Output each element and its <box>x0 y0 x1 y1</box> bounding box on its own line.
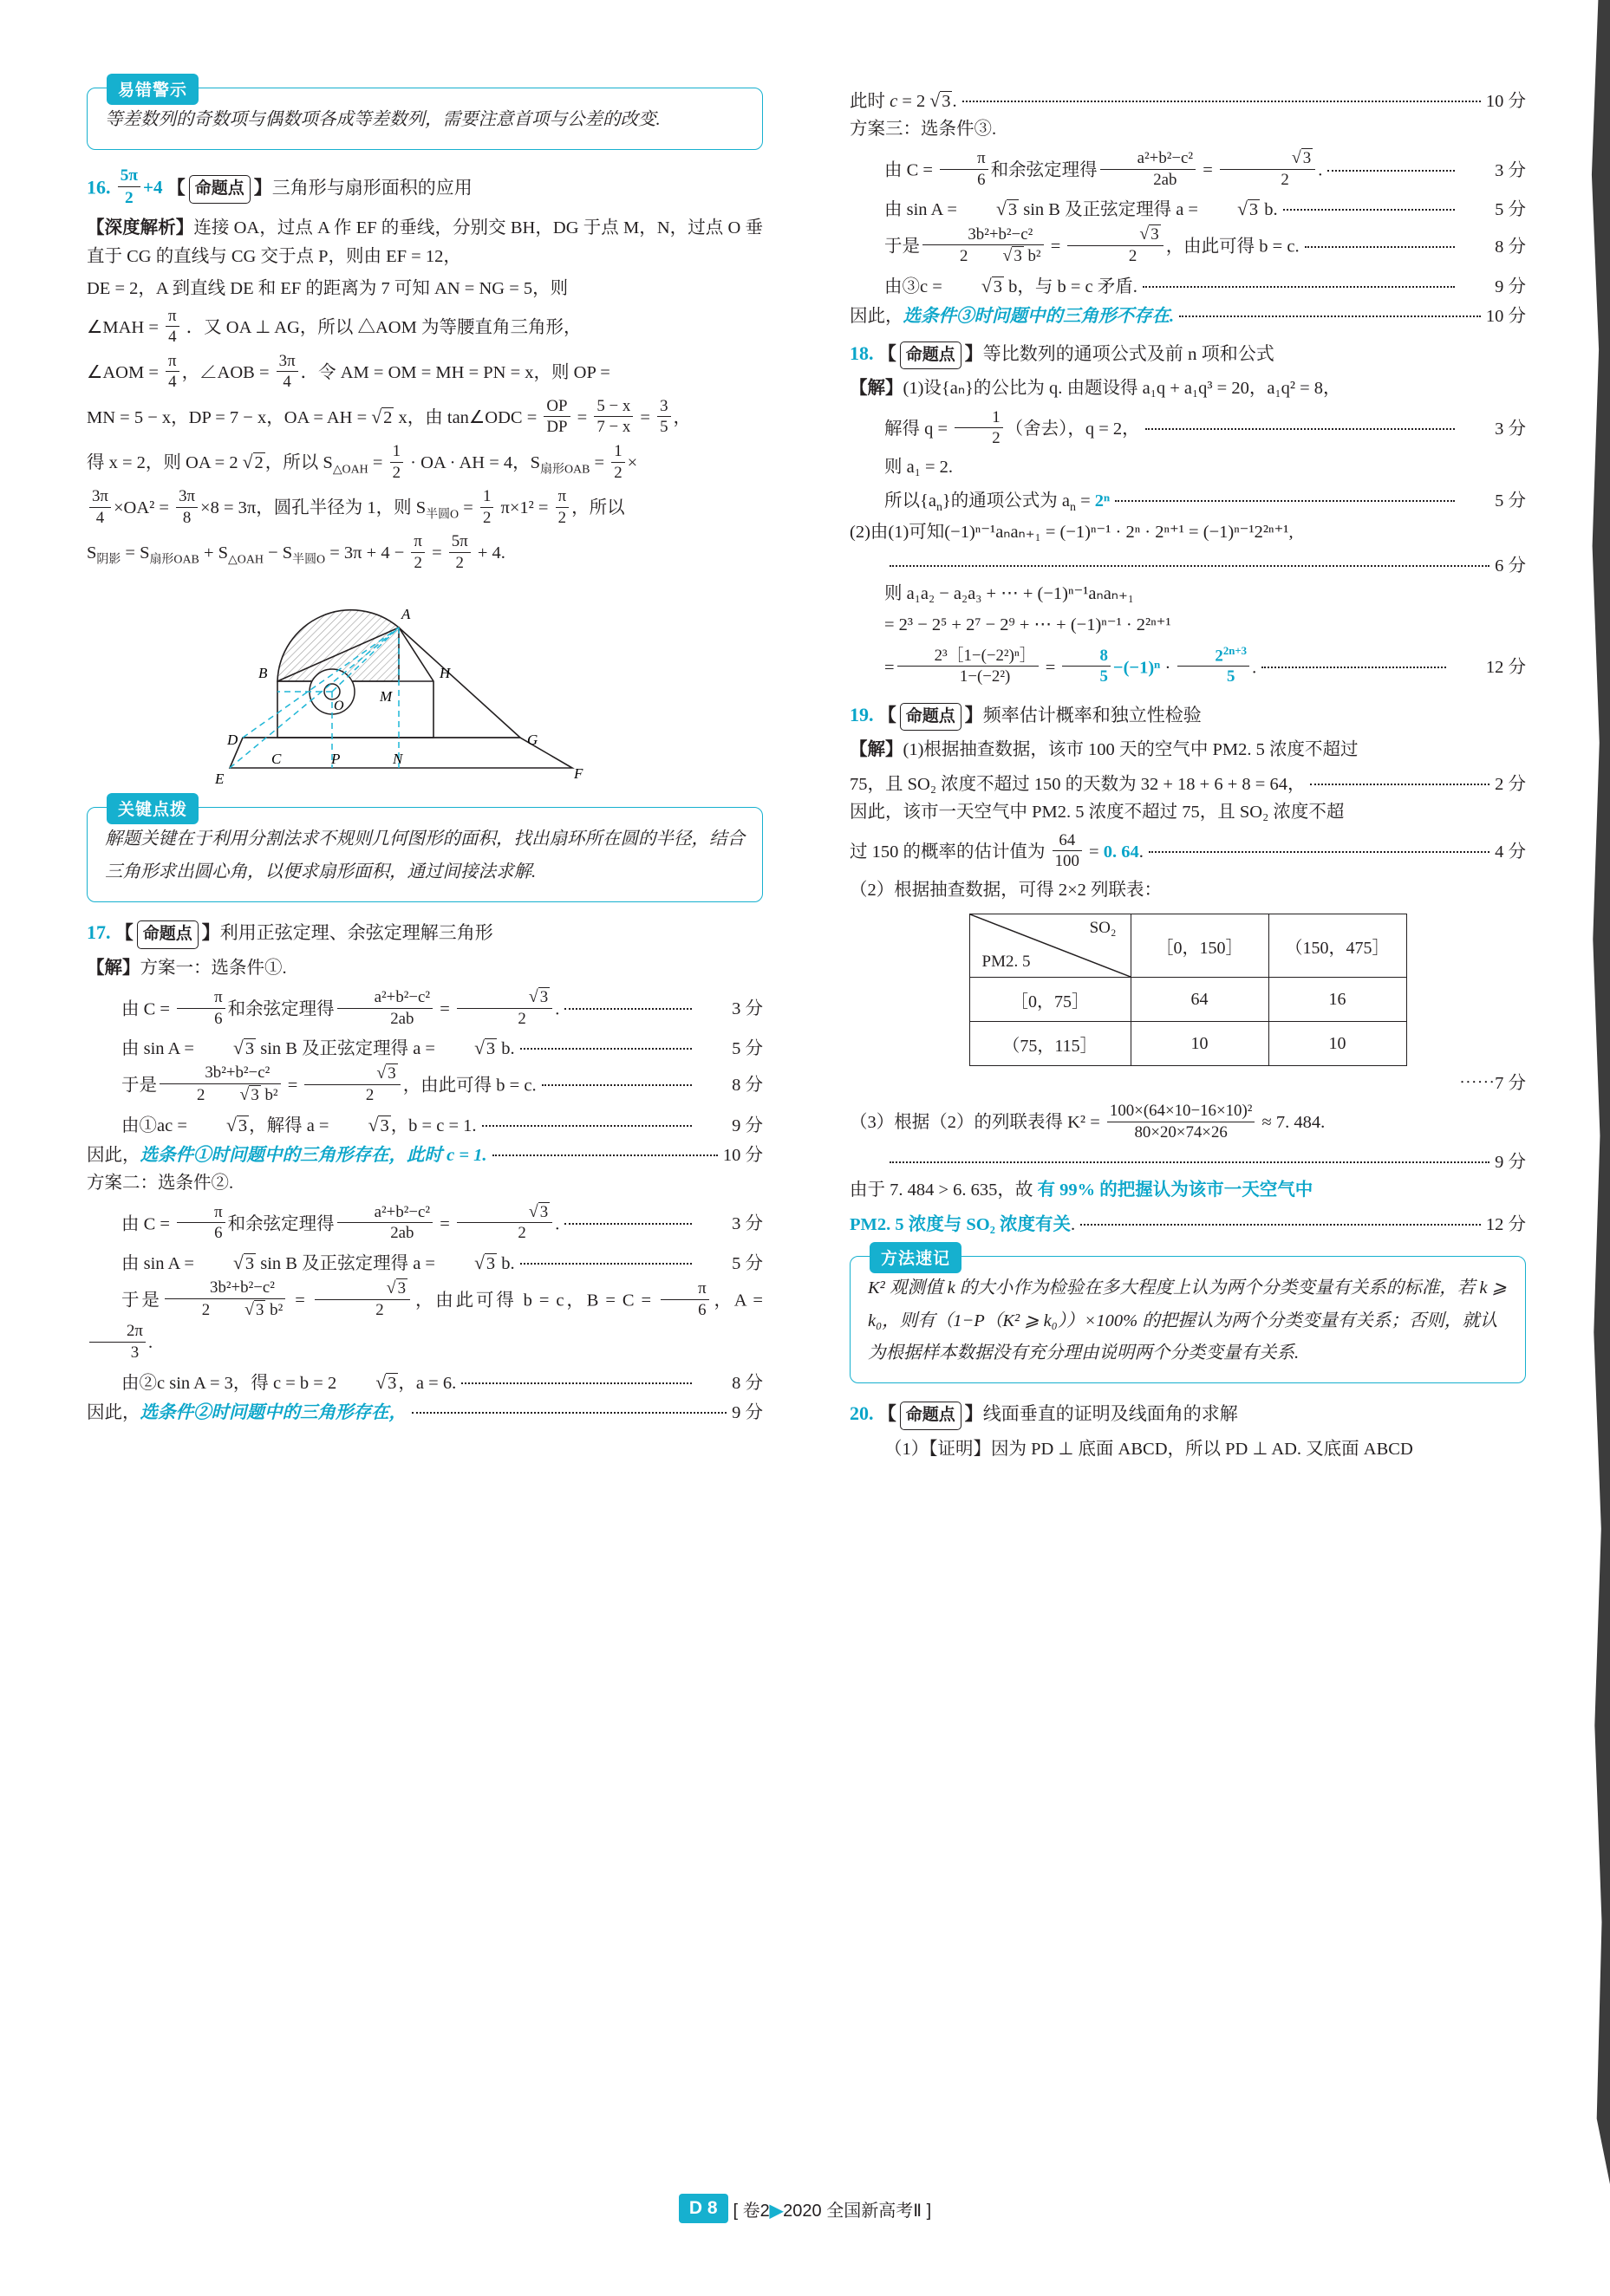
geometry-figure <box>87 586 763 798</box>
footer-page-number: D 8 <box>679 2194 728 2223</box>
q17-step-3: 于是 $\frac{\text{3b²+b²−c²}}{\text{2 √ 3 b²}}$ = $\frac{√ 3}{2}$ ，由此可得 b = c. 8 分 <box>121 1063 763 1104</box>
q16-line-get: 得 x = 2，则 OA = 2 √2，所以 $S_{\triangle OAH}$ = $\frac{1}{2}$ · OA · AH = 4，$S_{扇形OAB}$ = $\frac{1}{2}$ × <box>87 442 638 482</box>
q16-line-shadow: $S_{阴影} = S_{扇形OAB} + S_{\triangle OAH} - S_{半圆O} = 3\pi + 4$ − $\frac{\pi}{2}$ = $\frac{5\pi}{2}$ + 4. <box>87 532 505 572</box>
q17-plan3-step-5: 因此，选条件③时问题中的三角形不存在. 10 分 <box>850 306 1526 326</box>
q17-plan3: 方案三：选条件③. <box>850 120 997 139</box>
table-corner-row-label: PM2. 5 <box>981 953 1031 972</box>
table-row <box>969 978 1406 1022</box>
question-19-number: 19. <box>850 703 874 725</box>
q18-solve-tag: 【解】 <box>850 379 903 399</box>
q19-step-4: 过 150 的概率的估计值为 $\frac{64}{100}$ = 0. 64. 4 分 <box>850 830 1526 871</box>
q18-step-8: = 2³ − 2⁵ + 2⁷ − 2⁹ + ⋯ + (−1)ⁿ⁻¹ · 2²ⁿ⁺¹ <box>884 615 1171 635</box>
question-16-number: 16. <box>87 176 111 198</box>
q20-step-1: （1）【证明】因为 PD ⊥ 底面 ABCD，所以 PD ⊥ AD. 又底面 ABCD <box>884 1439 1413 1459</box>
callout-warning-tag: 易错警示 <box>107 74 199 105</box>
q17-step-2: 由 sin A = √3 sin B 及正弦定理得 a = √3 b. 5 分 <box>121 1037 763 1059</box>
q16-body1: 连接 OA，过点 A 作 EF 的垂线，分别交 BH，DG 于点 M，N，过点 O 垂直于 CG 的直线与 CG 交于点 P，则由 EF = 12， <box>87 218 763 267</box>
svg-text:H: H <box>440 665 451 682</box>
svg-text:D: D <box>227 732 238 749</box>
table-row <box>969 1022 1406 1066</box>
table-header-row <box>969 914 1406 978</box>
question-19-point-tag: 命题点 <box>900 703 961 732</box>
callout-method <box>850 1249 1526 1384</box>
question-20-title: 线面垂直的证明及线面角的求解 <box>982 1403 1238 1425</box>
torn-edge-decoration <box>1581 0 1610 2184</box>
question-17-heading: 17. 【 命题点 】利用正弦定理、余弦定理解三角形 <box>87 918 763 949</box>
svg-text:N: N <box>393 751 403 768</box>
q17-plan2-step-2: 由 sin A = √3 sin B 及正弦定理得 a = √3 b. 5 分 <box>121 1252 763 1273</box>
table-cell-r1c2: 16 <box>1268 978 1406 1022</box>
svg-text:P: P <box>331 751 341 768</box>
table-header-col-2: （150，475］ <box>1268 914 1406 978</box>
table-corner-col-label: SO₂ <box>1089 919 1117 938</box>
q17-plan1 <box>87 954 763 983</box>
q17-plan2-step-1: 由 C = $\frac{\pi}{6}$ 和余弦定理得 $\frac{\text{a²+b²−c²}}{2ab}$ = $\frac{√ 3}{2}$ . 3 分 <box>121 1201 763 1243</box>
q19-table-score: ⋯⋯7 分 <box>1459 1074 1526 1094</box>
q19-step-9: PM2. 5 浓度与 SO₂ 浓度有关. 12 分 <box>850 1214 1526 1234</box>
q16-line-mn: MN = 5 − x，DP = 7 − x，OA = AH = √2 x，由 tan∠ODC = $\frac{OP}{DP}$ = $\frac{5 - x}{7 - x}$ = $\frac{3}{5}$ ， <box>87 396 692 437</box>
q17-plan2-step-5: 因此，选条件②时问题中的三角形存在， 9 分 <box>87 1402 763 1422</box>
question-18-title: 等比数列的通项公式及前 n 项和公式 <box>982 342 1274 364</box>
q19-step-5: （2）根据抽查数据，可得 2×2 列联表： <box>850 880 1163 900</box>
svg-text:M: M <box>380 688 393 706</box>
q17-step-4: 由①ac = √3，解得 a = √3，b = c = 1. 9 分 <box>121 1114 763 1135</box>
question-18-heading: 18. 【 命题点 】等比数列的通项公式及前 n 项和公式 <box>850 339 1526 370</box>
svg-text:B: B <box>258 665 268 682</box>
svg-text:F: F <box>574 765 583 783</box>
svg-text:A: A <box>401 606 411 623</box>
question-16-point-tag: 命题点 <box>189 175 251 204</box>
question-20-point-tag: 命题点 <box>900 1402 961 1430</box>
q18-step-4: 所以$\{a_n\}$的通项公式为 $a_n = 2^n$ 5 分 <box>884 491 1526 514</box>
question-20-number: 20. <box>850 1402 874 1425</box>
svg-text:G: G <box>527 732 538 749</box>
callout-warning-text: 等差数列的奇数项与偶数项各成等差数列，需要注意首项与公差的改变. <box>105 110 661 129</box>
q19-step-7: 9 分 <box>850 1147 1526 1173</box>
callout-warning <box>87 81 763 150</box>
q18-step-1: 【解】(1)设{aₙ}的公比为 q. 由题设得 a₁q + a₁q³ = 20，a₁q² = 8， <box>850 379 1341 399</box>
q19-step-2: 75，且 SO₂ 浓度不超过 150 的天数为 32 + 18 + 6 + 8 = 64， 2 分 <box>850 774 1526 794</box>
q17-plan2-step-4: 由②c sin A = 3，得 c = b = 2 √3，a = 6. 8 分 <box>121 1371 763 1393</box>
q17-plan3-step-4: 由③c = √3 b，与 b = c 矛盾. 9 分 <box>884 275 1526 296</box>
q17-plan2-step-3: 于是 $\frac{\text{3b²+b²−c²}}{\text{2 √ 3 b²}}$ = $\frac{√ 3}{2}$ ，由此可得 b = c，B = C = $\frac{\pi}{6}$ ，A = $\frac{2\pi}{3}$ . <box>87 1278 763 1364</box>
q18-step-5: (2)由(1)可知(−1)ⁿ⁻¹aₙaₙ₊₁ = (−1)ⁿ⁻¹ · 2ⁿ · 2ⁿ⁺¹ = (−1)ⁿ⁻¹2²ⁿ⁺¹, <box>850 523 1294 542</box>
q17-plan2: 方案二：选条件②. <box>87 1173 234 1193</box>
callout-key-point-tag: 关键点拨 <box>107 793 199 824</box>
q18-step-9: = $\frac{\text{2³［1−(−2²)ⁿ］}}{\text{1−(−2²)}}$ = $\frac{8}{5}$ −(−1)ⁿ · $\frac{2^{2n+3}}{5}$ . 12 分 <box>884 644 1526 686</box>
q16-analysis-tag: 【深度解析】 <box>87 218 194 238</box>
q18-step-7: 则 a₁a₂ − a₂a₃ + ⋯ + (−1)ⁿ⁻¹aₙaₙ₊₁ <box>884 584 1134 604</box>
table-cell-r2c2: 10 <box>1268 1022 1406 1066</box>
q18-step-6: 6 分 <box>850 550 1526 576</box>
svg-text:E: E <box>215 771 225 788</box>
table-row-label-1: ［0，75］ <box>969 978 1131 1022</box>
footer-text: [ 卷2▶2020 全国新高考Ⅱ ] <box>733 2201 932 2221</box>
table-cell-r1c1: 64 <box>1131 978 1268 1022</box>
table-corner-cell <box>969 914 1131 978</box>
left-column <box>87 82 763 1427</box>
q18-step-2: 解得 q = $\frac{1}{2}$ （舍去），q = 2， 3 分 <box>884 407 1526 448</box>
q17-solve-tag: 【解】 <box>87 958 140 978</box>
callout-method-tag: 方法速记 <box>870 1242 961 1273</box>
q17-plan3-step-2: 由 sin A = √3 sin B 及正弦定理得 a = √3 b. 5 分 <box>884 198 1526 220</box>
right-column <box>850 82 1526 1467</box>
callout-method-text: K² 观测值 k 的大小作为检验在多大程度上认为两个分类变量有关系的标准，若 k ⩾ k₀，则有（1−P（K² ⩾ k₀））×100% 的把握认为两个分类变量有关系；否则，就认为根据样本数据没有充分理由说明两个分类变量有关系. <box>868 1278 1507 1363</box>
question-16-heading: 16. $\frac{5\pi}{2}$ +4 【 命题点 】三角形与扇形面积的应用 <box>87 166 473 208</box>
q16-line-aom: ∠AOM = $\frac{\pi}{4}$ ，∠AOB = $\frac{3\pi}{4}$ ．令 AM = OM = MH = PN = x，则 OP = <box>87 351 610 392</box>
question-19-heading: 19. 【 命题点 】频率估计概率和独立性检验 <box>850 700 1526 732</box>
callout-key-point-text: 解题关键在于利用分割法求不规则几何图形的面积，找出扇环所在圆的半径，结合三角形求出圆心角，以便求扇形面积，通过间接法求解. <box>105 829 745 882</box>
q19-step-1: 【解】(1)根据抽查数据，该市 100 天的空气中 PM2. 5 浓度不超过 <box>850 740 1359 760</box>
question-17-title: 利用正弦定理、余弦定理解三角形 <box>219 922 493 944</box>
q16-line-mah: ∠MAH = $\frac{\pi}{4}$ ．又 OA ⊥ AG，所以 △AOM 为等腰直角三角形， <box>87 306 582 347</box>
q17-step-5: 因此，选条件①时问题中的三角形存在，此时 c = 1. 10 分 <box>87 1145 763 1165</box>
svg-text:C: C <box>271 751 282 768</box>
question-20-heading: 20. 【 命题点 】线面垂直的证明及线面角的求解 <box>850 1399 1526 1430</box>
q19-step-6: （3）根据（2）的列联表得 K² = $\frac{\text{100×(64×10−16×10)²}}{80\times 20\times 74\times 26}$ ≈ 7. 484. <box>850 1102 1326 1141</box>
question-17-point-tag: 命题点 <box>137 920 199 949</box>
q19-solve-tag: 【解】 <box>850 740 903 760</box>
table-cell-r2c1: 10 <box>1131 1022 1268 1066</box>
question-16-title: 三角形与扇形面积的应用 <box>271 177 473 198</box>
q16-analysis <box>87 214 763 271</box>
question-18-number: 18. <box>850 341 874 364</box>
q17-plan2-conclusion: 此时 c = 2 √3. 10 分 <box>850 90 1526 111</box>
question-16-answer: $\frac{5\pi}{2}$ +4 <box>115 177 167 198</box>
question-19-title: 频率估计概率和独立性检验 <box>982 704 1202 725</box>
q17-plan3-step-3: 于是 $\frac{\text{3b²+b²−c²}}{\text{2 √ 3 b²}}$ = $\frac{√ 3}{2}$ ，由此可得 b = c. 8 分 <box>884 224 1526 266</box>
q19-step-3: 因此，该市一天空气中 PM2. 5 浓度不超过 75，且 SO₂ 浓度不超 <box>850 802 1345 822</box>
q16-line-area: $\frac{3\pi}{4}$ ×OA² = $\frac{3\pi}{8}$ ×8 = 3π，圆孔半径为 1，则 $S_{半圆O}$ = $\frac{1}{2}$ π×1² = $\frac{\pi}{2}$ ，所以 <box>87 486 763 529</box>
q18-step-3: 则 a₁ = 2. <box>884 457 954 477</box>
question-17-number: 17. <box>87 921 111 944</box>
svg-text:O: O <box>334 699 344 714</box>
contingency-table <box>969 914 1407 1066</box>
callout-key-point <box>87 801 763 902</box>
table-row-label-2: （75，115］ <box>969 1022 1131 1066</box>
q19-step-8: 由于 7. 484 > 6. 635，故 有 99% 的把握认为该市一天空气中 <box>850 1181 1313 1200</box>
page-footer <box>0 2194 1610 2223</box>
q17-plan1-text: 方案一：选条件①. <box>140 958 287 978</box>
q17-plan3-step-1: 由 C = $\frac{\pi}{6}$ 和余弦定理得 $\frac{\text{a²+b²−c²}}{2ab}$ = $\frac{√ 3}{2}$ . 3 分 <box>884 148 1526 189</box>
table-header-col-1: ［0，150］ <box>1131 914 1268 978</box>
q16-body2: DE = 2，A 到直线 DE 和 EF 的距离为 7 可知 AN = NG = 5，则 <box>87 278 569 298</box>
q17-step-1: 由 C = $\frac{\pi}{6}$ 和余弦定理得 $\frac{\text{a²+b²−c²}}{2ab}$ = $\frac{√ 3}{2}$ . 3 分 <box>121 986 763 1028</box>
question-18-point-tag: 命题点 <box>900 341 961 370</box>
